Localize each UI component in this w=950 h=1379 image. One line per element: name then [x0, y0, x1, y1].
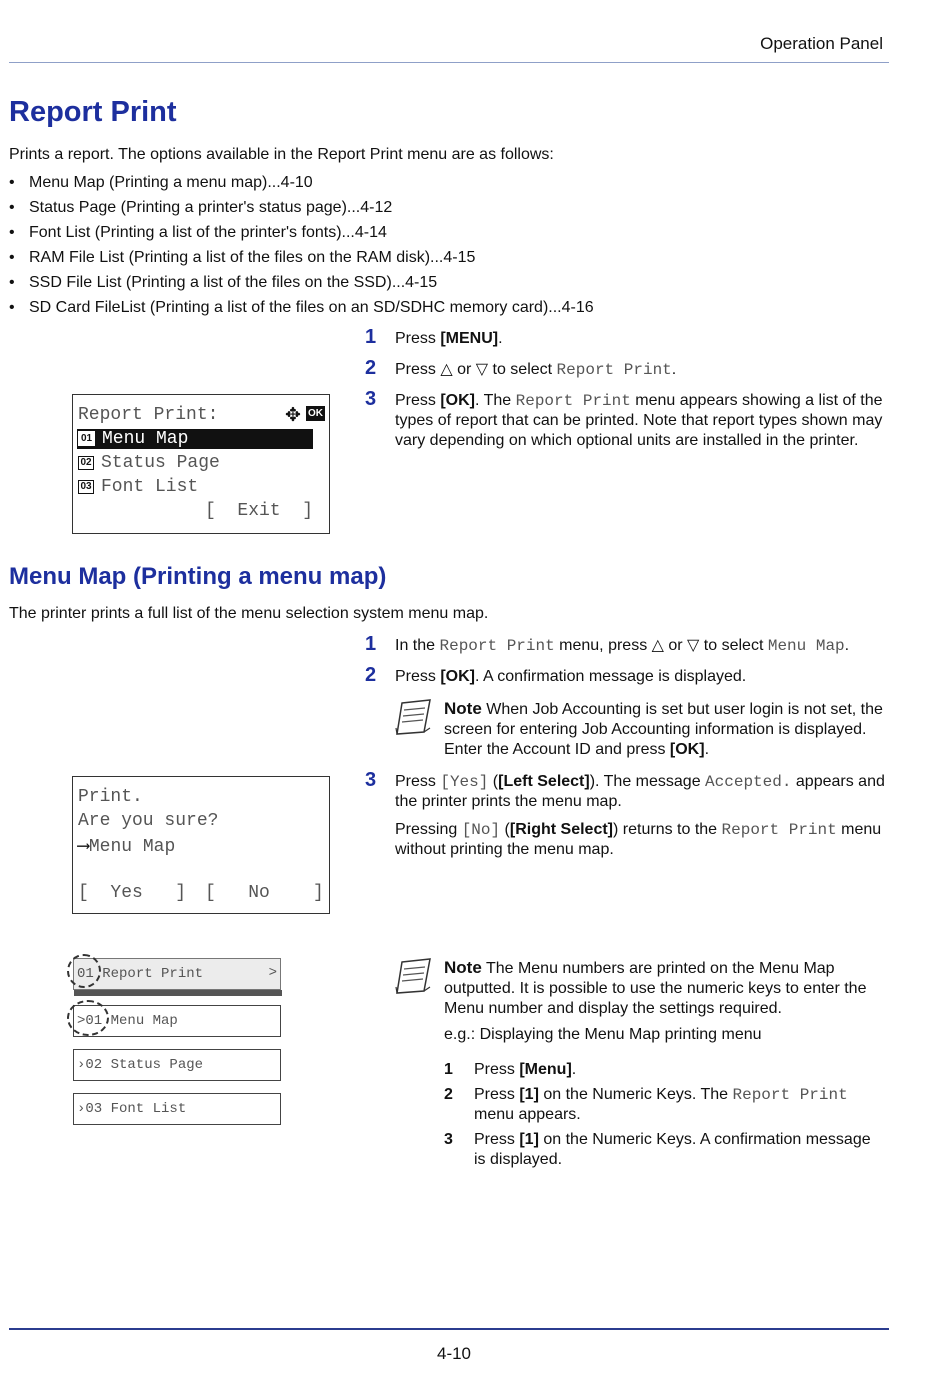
menu-box-shadow [74, 990, 282, 996]
note-label: Note [444, 699, 482, 718]
lcd-item-label: Status Page [101, 453, 220, 473]
step-text: . [498, 330, 503, 347]
step-2 [365, 357, 885, 380]
menu-number: 01 [77, 966, 94, 982]
screen-text: Report Print [721, 821, 837, 839]
list-item: • Font List (Printing a list of the printer's fonts)...4-14 [9, 222, 594, 247]
step-number: 3 [365, 769, 377, 791]
highlight-circle [67, 1000, 109, 1036]
menu-box-text: ›02 Status Page [77, 1057, 204, 1073]
lcd-line: Are you sure? [78, 811, 219, 831]
step-text: ) returns to the [613, 821, 722, 838]
step-3 [365, 769, 885, 812]
step-1 [365, 633, 885, 656]
lcd-report-print [72, 394, 330, 534]
page-number: 4-10 [436, 1344, 472, 1363]
step-text: ( [500, 821, 510, 838]
menu-label: Menu Map [102, 1013, 178, 1029]
menu-box-text: ›03 Font List [77, 1101, 187, 1117]
step-text: Press [474, 1061, 520, 1078]
key-label: [1] [519, 1086, 539, 1103]
lcd-confirmation [72, 776, 330, 914]
note-text: When Job Accounting is set but user login is not set, the screen for entering Job Accounting information is displayed. Enter the Account ID and press [444, 701, 883, 758]
step-text: menu appears. [474, 1106, 581, 1123]
sub-step-number: 3 [444, 1131, 453, 1148]
list-item: • RAM File List (Printing a list of the files on the RAM disk)...4-15 [9, 247, 594, 272]
key-label: [OK] [440, 392, 475, 409]
step-text: Press [474, 1086, 520, 1103]
note-job-accounting [444, 699, 884, 760]
lcd-item-selected [78, 429, 188, 449]
key-label: [OK] [440, 668, 475, 685]
list-item: • SSD File List (Printing a list of the files on the SSD)...4-15 [9, 272, 594, 297]
highlight-circle [67, 954, 101, 988]
step-text: menu appears showing a list of the types of report that can be printed. Note that report types shown may vary depending on which optional units are installed in the printer. [395, 392, 883, 449]
lcd-line-text: Menu Map [88, 837, 176, 857]
step-text: Press [395, 330, 441, 347]
step-text: Press [474, 1131, 520, 1148]
lcd-softkey-yes: [ Yes ] [78, 883, 187, 903]
lcd-item [78, 477, 198, 497]
step-text: Pressing [395, 821, 462, 838]
menu-label: Report Print [93, 966, 204, 982]
step-text: on the Numeric Keys. The [538, 1086, 733, 1103]
key-label: [1] [519, 1131, 539, 1148]
navigation-icon: ✥ [285, 405, 301, 426]
sub-step-2 [444, 1085, 884, 1125]
note-icon [394, 957, 434, 995]
step-3 [365, 388, 885, 451]
list-item: • Menu Map (Printing a menu map)...4-10 [9, 172, 594, 197]
step-text: . The [475, 392, 516, 409]
step-number: 2 [365, 664, 377, 686]
list-item: • Status Page (Printing a printer's status page)...4-12 [9, 197, 594, 222]
menu-box-report-print [73, 958, 281, 990]
submenu-arrow: > [268, 965, 277, 981]
step-text: ( [488, 773, 499, 790]
arrow-icon: ⟶ [78, 837, 89, 857]
step-number: 2 [365, 357, 377, 379]
note-icon [394, 698, 434, 736]
list-item: • SD Card FileList (Printing a list of the files on an SD/SDHC memory card)...4-16 [9, 297, 594, 322]
step-number: 1 [365, 633, 377, 655]
key-label: [OK] [669, 741, 705, 758]
lcd-line: Print. [78, 787, 143, 807]
step-text: menu without printing the menu map. [395, 821, 882, 858]
menu-number: >01 [77, 1013, 103, 1029]
step-text: In the [395, 637, 440, 654]
page-title: Report Print [9, 96, 177, 128]
step-text: Press [395, 392, 441, 409]
step-text: . [671, 361, 677, 378]
example-caption: e.g.: Displaying the Menu Map printing menu [444, 1026, 762, 1043]
key-label: [Right Select] [509, 821, 614, 838]
section-title: Menu Map (Printing a menu map) [9, 563, 387, 590]
step-text: ). The message [589, 773, 706, 790]
lcd-item [78, 453, 220, 473]
screen-text: Report Print [439, 637, 555, 655]
lcd-softkey-no: [ No ] [205, 883, 324, 903]
note-menu-numbers [444, 958, 884, 1019]
lcd-title: Report Print: [78, 405, 219, 425]
key-label: [Left Select] [498, 773, 590, 790]
key-label: [Menu] [519, 1061, 572, 1078]
item-number-badge: 01 [78, 431, 95, 446]
section-intro: The printer prints a full list of the menu selection system menu map. [9, 605, 489, 622]
sub-step-3 [444, 1130, 884, 1170]
note-text: The Menu numbers are printed on the Menu Map outputted. It is possible to use the numeric keys to enter the Menu number and display the settings required. [444, 960, 867, 1017]
step-text: Press [395, 668, 441, 685]
item-number-badge: 02 [78, 456, 94, 470]
screen-text: Menu Map [767, 637, 845, 655]
key-label: [MENU] [440, 330, 499, 347]
footer-rule [9, 1328, 889, 1330]
item-number-badge: 03 [78, 480, 94, 494]
step-number: 3 [365, 388, 377, 410]
screen-text: Report Print [515, 392, 631, 410]
note-label: Note [444, 958, 482, 977]
intro-paragraph: Prints a report. The options available in the Report Print menu are as follows: [9, 146, 554, 163]
menu-box-font-list [73, 1093, 281, 1125]
lcd-item-label: Menu Map [102, 429, 189, 449]
step-text: appears and the printer prints the menu map. [395, 773, 885, 810]
step-text: Press △ or ▽ to select [395, 361, 557, 378]
ok-icon: OK [308, 408, 323, 419]
step-text: on the Numeric Keys. A confirmation message is displayed. [474, 1131, 871, 1168]
report-list [9, 172, 594, 322]
step-text: . [571, 1061, 577, 1078]
screen-text: Accepted. [705, 773, 792, 791]
sub-step-number: 1 [444, 1061, 453, 1078]
step-2 [365, 664, 885, 687]
step-number: 1 [365, 326, 377, 348]
screen-text: Report Print [556, 361, 672, 379]
header-rule [9, 62, 889, 63]
step-text: menu, press △ or ▽ to select [554, 637, 768, 654]
screen-text: [No] [461, 821, 501, 839]
screen-text: Report Print [732, 1086, 848, 1104]
note-text: . [704, 741, 710, 758]
step-3-alternative [365, 820, 885, 860]
step-text: . A confirmation message is displayed. [475, 668, 747, 685]
lcd-item-label: Font List [101, 477, 199, 497]
menu-box-status-page [73, 1049, 281, 1081]
step-text: Press [395, 773, 441, 790]
running-header: Operation Panel [760, 34, 883, 53]
step-1 [365, 326, 885, 349]
screen-text: [Yes] [440, 773, 489, 791]
sub-step-1 [444, 1060, 884, 1080]
lcd-line [78, 835, 175, 857]
sub-step-number: 2 [444, 1086, 453, 1103]
step-text: . [844, 637, 850, 654]
lcd-softkey-exit: [ Exit ] [205, 501, 314, 521]
